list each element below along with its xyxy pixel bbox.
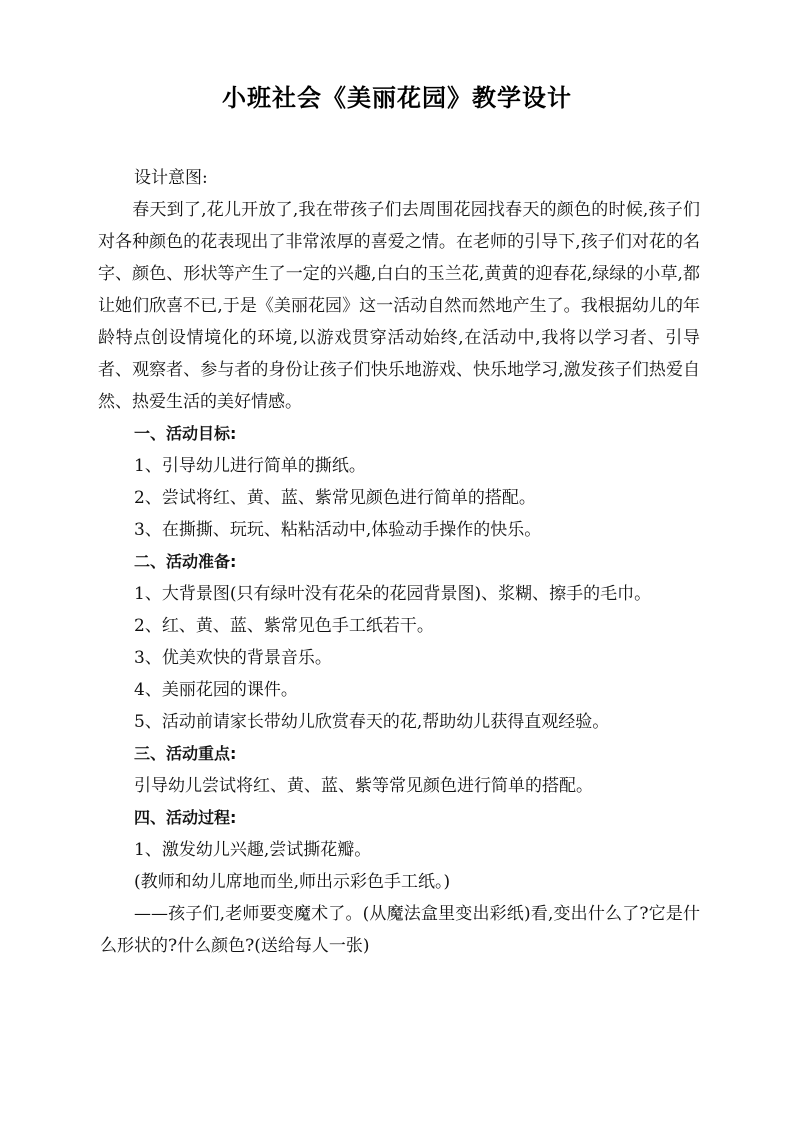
goal-item: 2、尝试将红、黄、蓝、紫常见颜色进行简单的搭配。 — [134, 488, 536, 508]
preparation-item: 5、活动前请家长带幼儿欣赏春天的花,帮助幼儿获得直观经验。 — [134, 712, 610, 732]
preparation-item: 2、红、黄、蓝、紫常见色手工纸若干。 — [134, 616, 434, 636]
design-intent-text: 春天到了,花儿开放了,我在带孩子们去周围花园找春天的颜色的时候,孩子们对各种颜色的花表现出了非常浓厚的喜爱之情。在老师的引导下,孩子们对花的名字、颜色、形状等产生了一定的兴趣,白白的玉兰花,黄黄的迎春花,绿绿的小草,都让她们欣喜不已,于是《美丽花园》这一活动自然而然地产生了。我根据幼儿的年龄特点创设情境化的环境,以游戏贯穿活动始终,在活动中,我将以学习者、引导者、观察者、参与者的身份让孩子们快乐地游戏、快乐地学习,激发孩子们热爱自然、热爱生活的美好情感。 — [98, 200, 700, 412]
process-dialogue: ——孩子们,老师要变魔术了。(从魔法盒里变出彩纸)看,变出什么了?它是什么形状的?什么颜色?(送给每人一张) — [100, 904, 700, 956]
preparation-item: 1、大背景图(只有绿叶没有花朵的花园背景图)、浆糊、擦手的毛巾。 — [134, 584, 652, 604]
process-note: (教师和幼儿席地而坐,师出示彩色手工纸。) — [134, 872, 451, 892]
section-goals-heading: 一、活动目标: — [134, 424, 237, 443]
goal-item: 1、引导幼儿进行简单的撕纸。 — [134, 456, 366, 476]
design-intent-heading: 设计意图: — [134, 168, 208, 188]
goal-item: 3、在撕撕、玩玩、粘粘活动中,体验动手操作的快乐。 — [134, 520, 542, 540]
section-keypoint-heading: 三、活动重点: — [134, 744, 237, 763]
section-process-heading: 四、活动过程: — [134, 808, 237, 827]
process-step: 1、激发幼儿兴趣,尝试撕花瓣。 — [134, 840, 372, 860]
key-point-text: 引导幼儿尝试将红、黄、蓝、紫等常见颜色进行简单的搭配。 — [134, 776, 593, 796]
design-intent-paragraph — [98, 194, 700, 418]
document-title: 小班社会《美丽花园》教学设计 — [222, 84, 572, 112]
document-body — [100, 162, 700, 962]
preparation-item: 3、优美欢快的背景音乐。 — [134, 648, 332, 668]
preparation-item: 4、美丽花园的课件。 — [134, 680, 298, 700]
section-preparation-heading: 二、活动准备: — [134, 552, 237, 571]
